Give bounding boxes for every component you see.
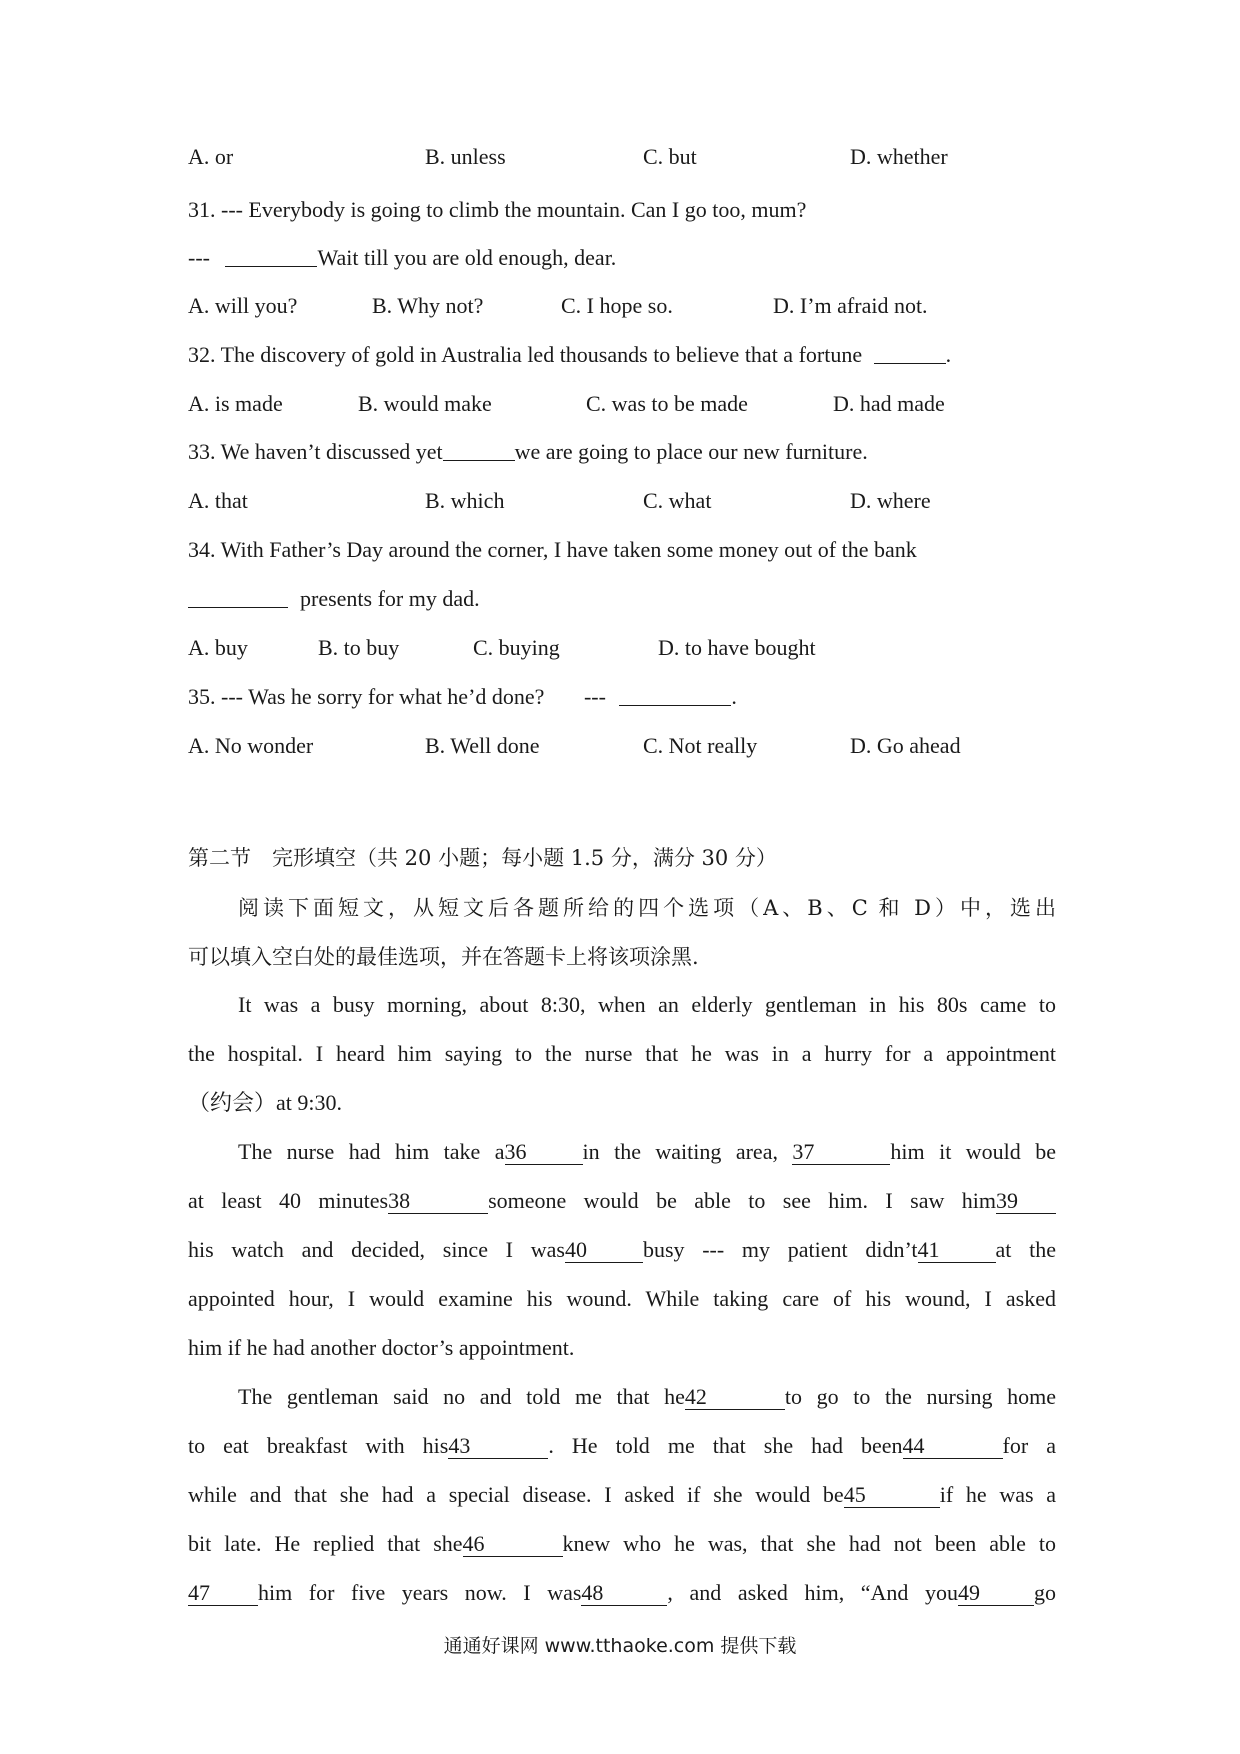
passage-p2-line-3 xyxy=(188,1235,1056,1284)
blank-46: 46 xyxy=(463,1532,563,1557)
passage-p3-line-1 xyxy=(188,1382,1056,1431)
q33-stem-b: we are going to place our new furniture. xyxy=(514,439,868,464)
text-fragment: knew who he was, that she had not been able to xyxy=(562,1531,1057,1556)
instruction-line-2: 可以填入空白处的最佳选项，并在答题卡上将该项涂黑. xyxy=(188,945,699,969)
q33-stem-a: 33. We haven’t discussed yet xyxy=(188,439,443,464)
passage-p2-line-1 xyxy=(188,1137,1056,1186)
text-fragment: The nurse had him take a xyxy=(238,1139,505,1164)
q34-stem-cont-line xyxy=(188,584,480,614)
q35-option-a: A. No wonder xyxy=(188,733,314,758)
text-fragment: bit late. He replied that she xyxy=(188,1531,463,1556)
q31-stem: 31. --- Everybody is going to climb the mountain. Can I go too, mum? xyxy=(188,197,807,222)
blank-42: 42 xyxy=(685,1385,785,1410)
q32-stem-line xyxy=(188,340,951,370)
q35-blank xyxy=(619,683,731,706)
text-fragment: The gentleman said no and told me that he xyxy=(238,1384,685,1409)
q32-option-c: C. was to be made xyxy=(586,391,748,416)
passage-p3-line-5 xyxy=(188,1578,1056,1627)
blank-36: 36 xyxy=(505,1140,583,1165)
passage-p2-line-2 xyxy=(188,1186,1056,1235)
q35-option-c: C. Not really xyxy=(643,733,758,758)
text-fragment: to eat breakfast with his xyxy=(188,1433,449,1458)
q31-option-b: B. Why not? xyxy=(372,293,484,318)
q32-option-a: A. is made xyxy=(188,391,283,416)
blank-41: 41 xyxy=(918,1238,996,1263)
text-fragment: him for five years now. I was xyxy=(258,1580,582,1605)
instruction-line-1: 阅读下面短文，从短文后各题所给的四个选项（A、B、C 和 D）中，选出 xyxy=(238,896,1056,920)
q30-option-c: C. but xyxy=(643,144,697,169)
q34-stem: 34. With Father’s Day around the corner, I have taken some money out of the bank xyxy=(188,537,917,562)
passage-p1-line-1: It was a busy morning, about 8:30, when an elderly gentleman in his 80s came to xyxy=(238,992,1056,1017)
text-fragment: go xyxy=(1034,1580,1057,1605)
text-fragment: for a xyxy=(1002,1433,1056,1458)
q31-option-a: A. will you? xyxy=(188,293,298,318)
blank-45: 45 xyxy=(844,1483,940,1508)
passage-p3-line-2 xyxy=(188,1431,1056,1480)
text-fragment: if he was a xyxy=(939,1482,1056,1507)
text-fragment: . He told me that she had been xyxy=(548,1433,903,1458)
q35-option-b: B. Well done xyxy=(425,733,540,758)
q32-option-d: D. had made xyxy=(833,391,945,416)
passage-p3-line-4 xyxy=(188,1529,1056,1578)
text-fragment: busy --- my patient didn’t xyxy=(642,1237,918,1262)
q31-blank xyxy=(225,244,317,267)
blank-48: 48 xyxy=(581,1581,667,1606)
q31-reply-text: Wait till you are old enough, dear. xyxy=(317,245,617,270)
q33-stem-line xyxy=(188,437,868,467)
blank-49: 49 xyxy=(958,1581,1034,1606)
q35-stem-line xyxy=(188,682,737,712)
blank-43: 43 xyxy=(448,1434,548,1459)
blank-47: 47 xyxy=(188,1581,258,1606)
passage xyxy=(188,990,1056,1627)
page-footer: 通通好课网 www.tthaoke.com 提供下载 xyxy=(443,1635,797,1657)
q33-option-c: C. what xyxy=(643,488,712,513)
q33-blank xyxy=(443,438,515,461)
q34-option-a: A. buy xyxy=(188,635,248,660)
text-fragment: someone would be able to see him. I saw him xyxy=(488,1188,996,1213)
blank-40: 40 xyxy=(565,1238,643,1263)
q31-option-d: D. I’m afraid not. xyxy=(773,293,928,318)
q34-blank xyxy=(188,585,288,608)
q32-stem: 32. The discovery of gold in Australia led thousands to believe that a fortune xyxy=(188,342,863,367)
blank-38: 38 xyxy=(388,1189,488,1214)
text-fragment: at least 40 minutes xyxy=(188,1188,389,1213)
q32-option-b: B. would make xyxy=(358,391,492,416)
text-fragment: while and that she had a special disease. I asked if she would be xyxy=(188,1482,844,1507)
section-heading: 第二节 完形填空（共 20 小题；每小题 1.5 分，满分 30 分） xyxy=(188,846,777,870)
q31-option-c: C. I hope so. xyxy=(561,293,673,318)
q35-end: . xyxy=(731,684,737,709)
passage-p1-line-2: the hospital. I heard him saying to the nurse that he was in a hurry for a appointment xyxy=(188,1041,1056,1066)
passage-p1-line-3: （约会）at 9:30. xyxy=(188,1090,342,1115)
q30-option-d: D. whether xyxy=(850,144,948,169)
q32-end: . xyxy=(945,342,952,367)
q34-option-d: D. to have bought xyxy=(658,635,816,660)
q30-option-b: B. unless xyxy=(425,144,506,169)
text-fragment: in the waiting area, xyxy=(582,1139,778,1164)
passage-p2-line-5: him if he had another doctor’s appointment. xyxy=(188,1335,575,1360)
q35-reply-dash: --- xyxy=(583,684,606,709)
q31-reply-dash: --- xyxy=(188,245,210,270)
q35-stem: 35. --- Was he sorry for what he’d done? xyxy=(188,684,545,709)
q34-option-b: B. to buy xyxy=(318,635,400,660)
q34-option-c: C. buying xyxy=(473,635,560,660)
text-fragment: , and asked him, “And you xyxy=(667,1580,959,1605)
text-fragment: to go to the nursing home xyxy=(784,1384,1056,1409)
blank-44: 44 xyxy=(903,1434,1003,1459)
q33-option-b: B. which xyxy=(425,488,505,513)
q34-stem-cont: presents for my dad. xyxy=(300,586,480,611)
q30-option-a: A. or xyxy=(188,144,234,169)
section-instructions xyxy=(188,893,1056,991)
q32-blank xyxy=(874,341,946,364)
q35-option-d: D. Go ahead xyxy=(850,733,961,758)
q33-option-a: A. that xyxy=(188,488,248,513)
text-fragment: his watch and decided, since I was xyxy=(188,1237,565,1262)
q31-reply xyxy=(188,243,616,273)
q33-option-d: D. where xyxy=(850,488,931,513)
passage-p2-line-4: appointed hour, I would examine his wound. While taking care of his wound, I asked xyxy=(188,1286,1056,1311)
passage-p3-line-3 xyxy=(188,1480,1056,1529)
blank-37: 37 xyxy=(792,1140,890,1165)
text-fragment: at the xyxy=(995,1237,1056,1262)
text-fragment: him it would be xyxy=(890,1139,1056,1164)
blank-39: 39 xyxy=(996,1189,1056,1214)
